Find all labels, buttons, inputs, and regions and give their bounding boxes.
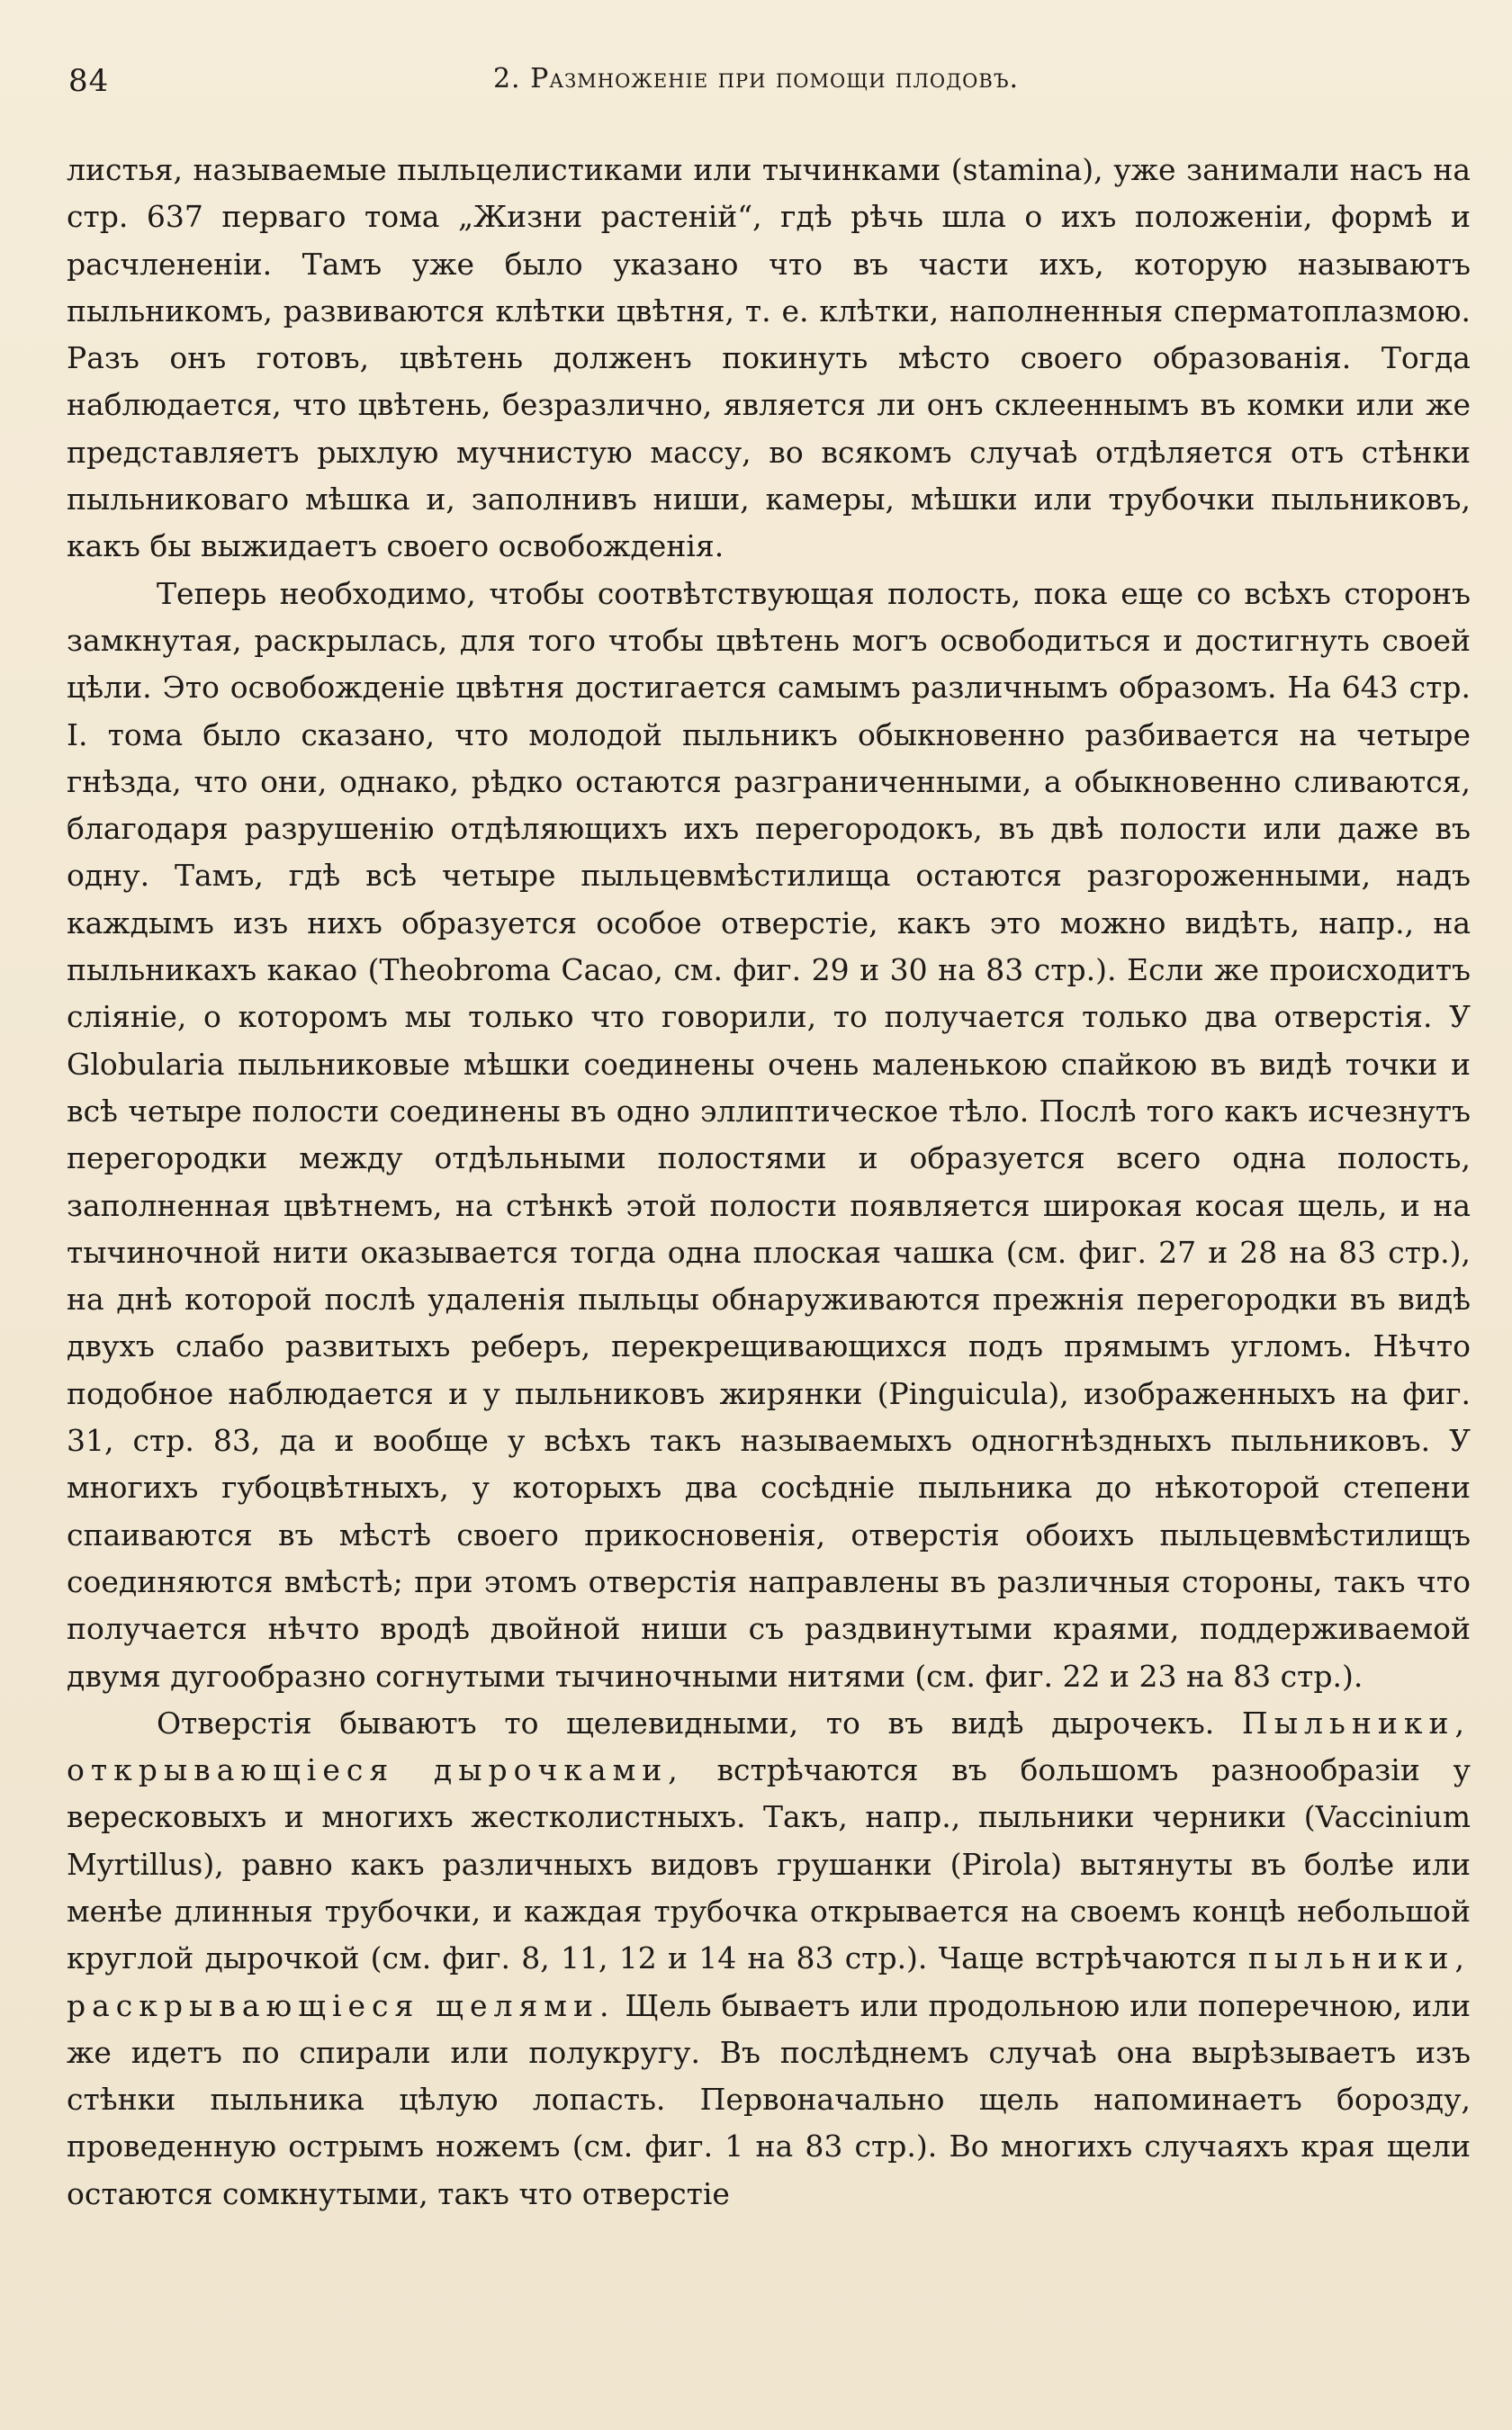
- page-number: 84: [68, 63, 110, 99]
- spaced-emphasis: Пыльники, открывающіеся дырочками,: [67, 1705, 1471, 1788]
- paragraph-text: встрѣчаются въ большомъ разнообразіи у вересковыхъ и многихъ жестколистныхъ. Такъ, напр., пыльники черники (Vaccinium Myrtillus), равно какъ различныхъ видовъ грушанки (Pirola) вытянуты въ болѣе или менѣе длинныя трубочки, и каждая трубочка открывается на своемъ концѣ небольшой круглой дырочкой (см. фиг. 8, 11, 12 и 14 на 83 стр.). Чаще встрѣчаются: [67, 1752, 1471, 1976]
- paragraph-text: Щель бываетъ или продольною или поперечною, или же идетъ по спирали или полукругу. Въ послѣднемъ случаѣ она вырѣзываетъ изъ стѣнки пыльника цѣлую лопасть. Первоначально щель напоминаетъ борозду, проведенную острымъ ножемъ (см. фиг. 1 на 83 стр.). Во многихъ случаяхъ края щели остаются сомкнутыми, такъ что отверстіе: [67, 1987, 1471, 2211]
- paragraph: [67, 1700, 1471, 2218]
- page-header: [0, 52, 1512, 106]
- paragraph: Теперь необходимо, чтобы соотвѣтствующая полость, пока еще со всѣхъ сторонъ замкнутая, раскрылась, для того чтобы цвѣтень могъ освободиться и достигнуть своей цѣли. Это освобожденіе цвѣтня достигается самымъ различнымъ образомъ. На 643 стр. I. тома было сказано, что молодой пыльникъ обыкновенно разбивается на четыре гнѣзда, что они, однако, рѣдко остаются разграниченными, а обыкновенно сливаются, благодаря разрушенію отдѣляющихъ ихъ перегородокъ, въ двѣ полости или даже въ одну. Тамъ, гдѣ всѣ четыре пыльцевмѣстилища остаются разгороженными, надъ каждымъ изъ нихъ образуется особое отверстіе, какъ это можно видѣть, напр., на пыльникахъ какао (Theobroma Cacao, см. фиг. 29 и 30 на 83 стр.). Если же происходитъ сліяніе, о которомъ мы только что говорили, то получается только два отверстія. У Globularia пыльниковые мѣшки соединены очень маленькою спайкою въ видѣ точки и всѣ четыре полости соединены въ одно эллиптическое тѣло. Послѣ того какъ исчезнутъ перегородки между отдѣльными полостями и образуется всего одна полость, заполненная цвѣтнемъ, на стѣнкѣ этой полости появляется широкая косая щель, и на тычиночной нити оказывается тогда одна плоская чашка (см. фиг. 27 и 28 на 83 стр.), на днѣ которой послѣ удаленія пыльцы обнаруживаются прежнія перегородки въ видѣ двухъ слабо развитыхъ реберъ, перекрещивающихся подъ прямымъ угломъ. Нѣчто подобное наблюдается и у пыльниковъ жирянки (Pinguicula), изображенныхъ на фиг. 31, стр. 83, да и вообще у всѣхъ такъ называемыхъ одногнѣздныхъ пыльниковъ. У многихъ губоцвѣтныхъ, у которыхъ два сосѣдніе пыльника до нѣкоторой степени спаиваются въ мѣстѣ своего прикосновенія, отверстія обоихъ пыльцевмѣстилищъ соединяются вмѣстѣ; при этомъ отверстія направлены въ различныя стороны, такъ что получается нѣчто вродѣ двойной ниши съ раздвинутыми краями, поддерживаемой двумя дугообразно согнутыми тычиночными нитями (см. фиг. 22 и 23 на 83 стр.).: [67, 575, 1471, 1694]
- paragraph: листья, называемые пыльцелистиками или тычинками (stamina), уже занимали насъ на стр. 637 перваго тома „Жизни растеній“, гдѣ рѣчь шла о ихъ положеніи, формѣ и расчлененіи. Тамъ уже было указано что въ части ихъ, которую называютъ пыльникомъ, развиваются клѣтки цвѣтня, т. е. клѣтки, наполненныя сперматоплазмою. Разъ онъ готовъ, цвѣтень долженъ покинуть мѣсто своего образованія. Тогда наблюдается, что цвѣтень, безразлично, является ли онъ склееннымъ въ комки или же представляетъ рыхлую мучнистую массу, во всякомъ случаѣ отдѣляется отъ стѣнки пыльниковаго мѣшка и, заполнивъ ниши, камеры, мѣшки или трубочки пыльниковъ, какъ бы выжидаетъ своего освобожденія.: [67, 152, 1471, 564]
- body-text: [67, 147, 1471, 2218]
- spaced-emphasis: пыльники, раскрывающіеся щелями.: [67, 1940, 1471, 2023]
- paragraph-text: Отверстія бываютъ то щелевидными, то въ видѣ дырочекъ.: [157, 1705, 1242, 1741]
- running-title: 2. Размноженіе при помощи плодовъ.: [492, 63, 1020, 94]
